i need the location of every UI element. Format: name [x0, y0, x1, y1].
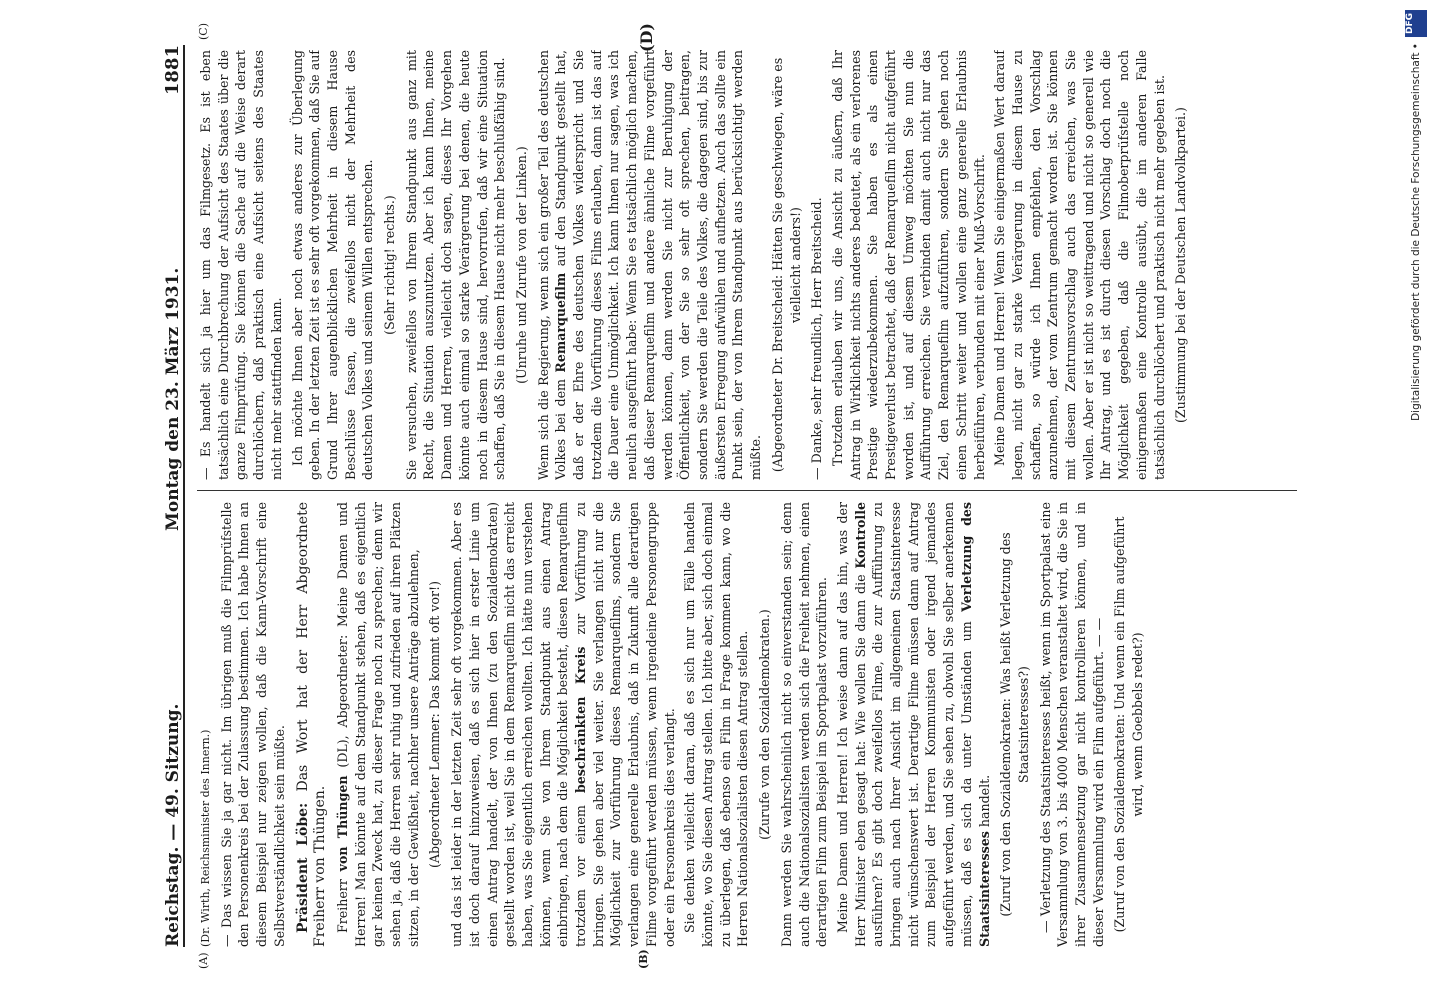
paragraph-text: zur Vorführung zu bringen. Sie gehen aber viel weiter. Sie verlangen nicht nur die Möglichkeit zur Vorführung dieses Remarquefilms, sondern Sie verlangen eine generelle Erlaubnis, daß in Zukunft alle derartigen Filme vorgeführt werden müssen, wenn irgendeine Personengruppe oder ein Personenkreis dies verlangt. — [573, 502, 677, 947]
funding-credit — [1402, 10, 1430, 1000]
emphasis: Verletzung des Staatsinteresses — [958, 502, 992, 947]
paragraph — [834, 502, 993, 947]
paragraph — [448, 502, 678, 947]
margin-marker-a: (A) — [197, 952, 210, 969]
paragraph: Dann werden Sie wahrscheinlich nicht so einverstanden sein; denn auch die Nationalsozialisten werden sich die Freiheit nehmen, einen derartigen Film zum Beispiel im Sportpalast vorzuführen. — [778, 502, 830, 947]
speaker-name: von Thüngen — [334, 775, 350, 872]
dfg-logo: DFG — [1405, 10, 1427, 37]
paragraph: — Danke, sehr freundlich, Herr Breitscheid. — [809, 197, 825, 480]
speaker-paragraph — [295, 502, 330, 947]
credit-text: Digitalisierung gefördert durch die Deutsche Forschungsgemeinschaft • — [1410, 43, 1422, 421]
rotated-page — [97, 5, 1337, 995]
paragraph: — Das wissen Sie ja gar nicht. Im übrigen muß die Filmprüfstelle den Personenkreis bei der Zulassung bestimmen. Ich habe Ihnen an diesem Beispiel nur zeigen wollen, daß die Kann-Vorschrift eine Selbstverständlichkeit sein müßte. — [218, 502, 287, 947]
paragraph-text: Wenn sich die Regierung, wenn sich ein großer Teil des deutschen Volkes bei dem — [535, 50, 569, 480]
paragraph: — Verletzung des Staatsinteresses heißt, wenn im Sportpalast eine Versammlung von 3. bis 4000 Menschen veranstaltet wird, die Sie in ihrer Zusammensetzung gar nicht kontrollieren können, und in dieser Versammlung wird ein Film aufgeführt. — — — [1037, 502, 1106, 947]
paragraph-text: auf den Standpunkt gestellt hat, daß er der Ehre des deutschen Volkes widerspricht und Sie trotzdem die Vorführung dieses Films erlauben, dann ist das auf die Dauer eine Unmöglichkeit. Ich kann Ihnen nur sagen, was ich neulich ausgeführt habe: Wenn Sie es tatsächlich möglich machen, daß dieser Remarquefilm und andere ähnliche Filme vorgeführt werden können, dann werden Sie nicht zur Beruhigung der Öffentlichkeit, von der Sie so sehr oft sprechen, beitragen, sondern Sie werden die Teile des Volkes, die dagegen sind, bis zur äußersten Erregung aufwühlen und aufhetzen. Auch das sollte ein Punkt sein, der von Ihrem Standpunkt aus berücksichtigt werden müßte. — [553, 50, 764, 480]
paragraph-text: ausführen? Es gibt doch zweifellos Filme, die zur Aufführung zu bringen auch nach Ihrer Ansicht im allgemeinen Staatsinteresse nicht wünschenswert ist. Derartige Filme müssen dann auf Antrag zum Beispiel der Herren Kommunisten oder irgend jemandes aufgeführt werden, und Sie sehen zu, obwohl Sie selber anerkennen müssen, daß es sich da unter Umständen um — [870, 502, 974, 947]
margin-marker-b: (B) — [637, 949, 650, 969]
interjection: (Sehr richtig! rechts.) — [382, 195, 398, 335]
interjection: (Zurufe von den Sozialdemokraten.) — [757, 609, 773, 840]
interjection: (Unruhe und Zurufe von der Linken.) — [513, 146, 529, 384]
left-column — [197, 502, 1297, 947]
paragraph-text: handelt. — [976, 774, 992, 832]
paragraph — [535, 50, 765, 480]
interjection: (Zustimmung bei der Deutschen Landvolkpartei.) — [1173, 107, 1189, 423]
paragraph-text: (DL), Abgeordneter: Meine Damen und Herren! Man könnte auf dem Standpunkt stehen, daß es eigentlich gar keinen Zweck hat, zu dieser Frage noch zu sprechen; denn wir sehen ja, daß die Herren sehr ruhig und zufrieden auf ihren Plätzen sitzen, in der Gewißheit, nachher unsere Anträge abzulehnen, — [334, 502, 421, 947]
paragraph: Sie denken vielleicht daran, daß es sich nur um Fälle handeln könnte, wo Sie diesen Antrag stellen. Ich bitte aber, sich doch einmal zu überlegen, daß ebenso ein Film in Frage kommen kann, wo die Herren Nationalsozialisten diesen Antrag stellen. — [682, 502, 751, 947]
interjection: (Zuruf von den Sozialdemokraten: Und wenn ein Film aufgeführt wird, wenn Goebbels redet?) — [1112, 516, 1146, 933]
speaker-paragraph — [334, 502, 423, 947]
interjection: (Zuruf von den Sozialdemokraten: Was heißt Verletzung des Staatsinteresses?) — [998, 532, 1031, 917]
margin-marker-c: (C) — [197, 23, 210, 40]
paragraph-text: und das ist leider in der letzten Zeit sehr oft vorgekommen. Aber es ist doch darauf hinzuweisen, daß es sich hier in erster Linie um einen Antrag handelt, der von Ihnen (zu den Sozialdemokraten) gestellt worden ist, weil Sie in dem Remarquefilm nicht das erreicht haben, was Sie eigentlich erreichen wollten. Ich hätte nun verstehen können, wenn Sie von Ihrem Standpunkt aus einen Antrag einbringen, nach dem die Möglichkeit besteht, diesen Remarquefilm trotzdem vor einem — [449, 502, 589, 947]
emphasis: Remarquefilm — [553, 272, 569, 373]
header-date: Montag den 23. März 1931. — [163, 267, 183, 531]
page-number: 1881 — [162, 45, 183, 96]
speaker-continuation: (Dr. Wirth, Reichsminister des Innern.) — [199, 729, 212, 947]
right-column — [197, 50, 1297, 480]
interjection: (Abgeordneter Lemmer: Das kommt oft vor!) — [427, 581, 443, 868]
paragraph: — Es handelt sich ja hier um das Filmgesetz. Es ist eben tatsächlich eine Durchbrechung der Aufsicht des Staates über die ganze Filmprüfung. Sie können die Sache auf die Weise derart durchlöchern, daß praktisch eine Aufsicht seitens des Staates nicht mehr stattfinden kann. — [198, 50, 284, 480]
column-divider — [197, 490, 1297, 491]
paragraph: Ich möchte Ihnen aber noch etwas anderes zur Überlegung geben. In der letzten Zeit ist es sehr oft vorgekommen, daß Sie auf Grund Ihrer augenblicklichen Mehrheit in diesem Hause Beschlüsse fassen, die zweifellos nicht der Mehrheit des deutschen Volkes und seinem Willen entsprechen. — [289, 50, 376, 480]
emphasis: Kontrolle — [852, 502, 868, 569]
paragraph: Trotzdem erlauben wir uns, die Ansicht zu äußern, daß Ihr Antrag in Wirklichkeit nichts anderes bedeutet, als ein verlorenes Prestige wiederzubekommen. Sie haben es als einen Prestigeverlust betrachtet, daß der Remarquefilm nicht aufgeführt worden ist, und auf diesem Umweg möchten Sie nun die Aufführung erreichen. Sie verbinden damit auch nicht nur das Ziel, den Remarquefilm aufzuführen, sondern Sie gehen noch einen Schritt weiter und wollen eine ganz generelle Erlaubnis herbeiführen, verbunden mit einer Muß-Vorschrift. — [829, 50, 987, 480]
header-session: Reichstag. — 49. Sitzung. — [163, 703, 183, 947]
emphasis: beschränkten Kreis — [573, 646, 589, 794]
paragraph: Meine Damen und Herren! Wenn Sie einigermaßen Wert darauf legen, nicht gar zu starke Verärgerung in diesem Hause zu schaffen, so würde ich Ihnen empfehlen, den Vorschlag anzunehmen, der vom Zentrum gemacht worden ist. Sie können mit diesem Zentrumsvorschlag auch das erreichen, was Sie wollen. Aber er ist nicht so weittragend und nicht so generell wie Ihr Antrag, und es ist durch diesen Vorschlag doch noch die Möglichkeit gegeben, daß die Filmoberprüfstelle noch einigermaßen eine Kontrolle ausübt, die im anderen Falle tatsächlich durchlöchert und praktisch nicht mehr gegeben ist. — [992, 50, 1167, 480]
speaker-name: Präsident Löbe: — [294, 802, 311, 933]
speaker-title: Freiherr — [334, 871, 350, 933]
margin-marker-d: (D) — [637, 23, 656, 53]
paragraph-text: Meine Damen und Herren! Ich weise dann auf das hin, was der Herr Minister eben gesagt hat: Wie wollen Sie dann die — [834, 502, 868, 947]
page-header — [137, 45, 185, 947]
paragraph: Sie versuchen, zweifellos von Ihrem Standpunkt aus ganz mit Recht, die Situation auszunutzen. Aber ich kann Ihnen, meine Damen und Herren, vielleicht doch sagen, dieses Ihr Vorgehen könnte auch einmal so starke Verärgerung bei denen, die heute noch in diesem Hause sind, hervorrufen, daß wir eine Situation schaffen, daß Sie in diesem Hause nicht mehr beschlußfähig sind. — [403, 50, 508, 480]
paragraph-text: Das Wort hat der Herr Abgeordnete Freiherr von Thüngen. — [294, 502, 329, 947]
interjection: (Abgeordneter Dr. Breitscheid: Hätten Sie geschwiegen, wäre es vielleicht anders!) — [769, 57, 803, 473]
